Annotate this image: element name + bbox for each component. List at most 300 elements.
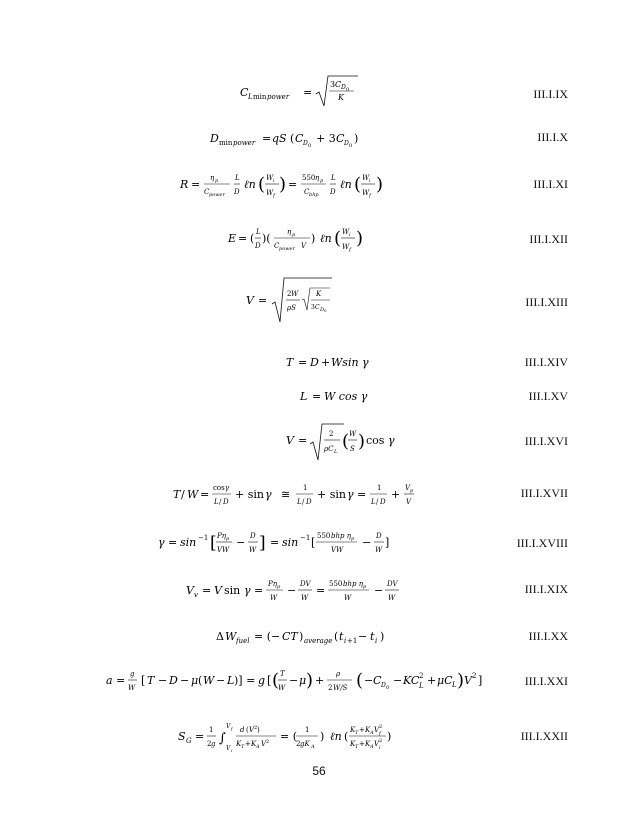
svg-text:γ: γ <box>158 536 165 549</box>
equation-velocity <box>286 420 406 464</box>
svg-text:(: ( <box>342 431 350 452</box>
svg-text:(: ( <box>246 726 249 734</box>
svg-text:=: = <box>312 390 322 403</box>
equation-label-c-l-min-power: III.I.IX <box>533 87 568 101</box>
svg-text:): ) <box>311 232 316 245</box>
svg-text:2: 2 <box>329 430 334 438</box>
svg-text:T: T <box>355 744 359 750</box>
svg-text:D: D <box>330 188 336 196</box>
svg-text:L: L <box>300 390 308 403</box>
svg-text:D: D <box>223 498 229 506</box>
svg-text:K: K <box>316 290 322 298</box>
equation-label-ground-roll: III.I.XXII <box>520 729 568 743</box>
svg-text:L: L <box>334 449 338 455</box>
svg-text:0: 0 <box>386 685 390 691</box>
svg-text:2: 2 <box>296 740 301 748</box>
svg-text:1: 1 <box>303 484 308 492</box>
svg-text:W: W <box>225 630 237 643</box>
svg-text:D: D <box>341 84 346 91</box>
svg-text:T: T <box>147 674 155 687</box>
svg-text:+: + <box>391 488 401 501</box>
svg-text:W: W <box>362 174 370 182</box>
svg-text:min: min <box>219 139 233 147</box>
svg-text:W: W <box>291 290 299 298</box>
svg-text:V: V <box>226 745 231 752</box>
svg-text:μ: μ <box>299 674 307 687</box>
svg-text:W: W <box>301 594 309 602</box>
svg-text:ℓn: ℓn <box>320 232 332 245</box>
svg-text:W: W <box>342 243 350 251</box>
svg-text:3: 3 <box>330 80 336 89</box>
equation-label-acceleration: III.I.XXI <box>524 674 568 688</box>
svg-text:+ sin: + sin <box>235 488 264 501</box>
svg-text:C: C <box>304 188 310 196</box>
svg-text:T: T <box>280 670 285 678</box>
svg-text:1: 1 <box>209 726 214 734</box>
svg-text:i: i <box>231 748 233 753</box>
svg-text:p: p <box>351 536 355 542</box>
svg-text:μ: μ <box>191 674 199 687</box>
svg-text:p: p <box>226 536 230 542</box>
svg-text:T: T <box>286 356 294 369</box>
svg-text:/: / <box>219 498 222 506</box>
svg-text:power: power <box>209 192 225 198</box>
equation-label-thrust: III.I.XIV <box>524 355 568 369</box>
svg-text:p: p <box>320 178 324 184</box>
svg-text:ρS: ρS <box>287 304 296 312</box>
svg-text:(: ( <box>290 132 295 145</box>
svg-text:f: f <box>349 247 351 253</box>
svg-text:[: [ <box>311 536 316 549</box>
svg-text:average: average <box>304 637 333 645</box>
svg-text:T: T <box>241 744 245 750</box>
svg-text:cos: cos <box>366 434 385 447</box>
svg-text:+ sin: + sin <box>317 488 346 501</box>
svg-text:p: p <box>277 584 281 590</box>
svg-text:L: L <box>331 174 336 182</box>
svg-text:K: K <box>365 740 371 748</box>
svg-text:p: p <box>410 488 414 494</box>
svg-text:A: A <box>256 744 260 750</box>
svg-text:p: p <box>215 178 219 184</box>
svg-text:=: = <box>258 294 268 307</box>
svg-text:(: ( <box>272 670 280 691</box>
svg-text:2: 2 <box>254 725 258 731</box>
svg-text:[: [ <box>210 533 217 553</box>
svg-text:a: a <box>106 674 113 687</box>
svg-text:ρ: ρ <box>336 670 341 678</box>
svg-text:A: A <box>370 730 374 736</box>
svg-text:): ) <box>358 431 366 452</box>
equation-fuel-weight <box>216 616 406 656</box>
svg-text:2: 2 <box>472 672 477 680</box>
svg-text:1: 1 <box>305 726 310 734</box>
svg-text:γ: γ <box>347 488 354 501</box>
svg-text:−: − <box>362 536 372 549</box>
svg-text:=: = <box>298 434 308 447</box>
svg-text:C: C <box>315 304 320 311</box>
svg-text:D: D <box>320 307 325 313</box>
svg-text:power: power <box>233 139 256 147</box>
svg-text:R: R <box>180 178 189 191</box>
svg-text:2: 2 <box>419 672 424 680</box>
svg-text:=: = <box>191 178 201 191</box>
svg-text:550: 550 <box>317 532 331 540</box>
svg-text:A: A <box>370 744 374 750</box>
svg-text:V: V <box>464 674 472 687</box>
svg-text:V: V <box>301 242 307 250</box>
svg-text:sin: sin <box>282 536 299 549</box>
svg-text:): ) <box>306 670 314 691</box>
svg-text:V: V <box>214 584 222 597</box>
svg-text:2: 2 <box>207 740 212 748</box>
svg-text:W: W <box>266 174 274 182</box>
svg-text:=: = <box>303 86 313 99</box>
svg-text:=: = <box>270 536 280 549</box>
svg-text:V: V <box>226 723 231 730</box>
svg-text:W cos γ: W cos γ <box>324 390 368 403</box>
svg-text:γ: γ <box>244 584 251 597</box>
equation-acceleration <box>106 660 496 700</box>
svg-text:ℓn: ℓn <box>330 730 342 743</box>
svg-text:−: − <box>180 674 190 687</box>
svg-text:(: ( <box>354 174 362 195</box>
svg-text:=: = <box>200 488 210 501</box>
equation-c-l-min-power <box>240 70 370 110</box>
equation-label-range: III.I.XI <box>533 177 568 191</box>
svg-text:VW: VW <box>217 546 230 554</box>
svg-text:η: η <box>287 228 292 236</box>
svg-text:bhp: bhp <box>309 192 319 198</box>
equation-d-min-power <box>210 118 390 158</box>
svg-text:/: / <box>181 488 185 501</box>
svg-text:Pη: Pη <box>217 532 226 540</box>
equation-label-velocity: III.I.XVI <box>524 434 568 448</box>
svg-text:i: i <box>369 178 371 184</box>
svg-text:(: ( <box>356 670 364 691</box>
svg-text:−: − <box>358 630 368 643</box>
svg-text:p: p <box>292 232 296 238</box>
svg-text:K: K <box>251 740 257 748</box>
svg-text:C: C <box>295 132 304 145</box>
svg-text:+: + <box>245 740 251 748</box>
svg-text:Δ: Δ <box>216 630 224 643</box>
svg-text:D: D <box>376 532 382 540</box>
svg-text:DV: DV <box>387 580 398 588</box>
svg-text:f: f <box>369 193 371 199</box>
svg-text:ρC: ρC <box>324 445 334 453</box>
svg-text:+: + <box>315 674 325 687</box>
equation-label-velocity-min-power: III.I.XIII <box>525 295 568 309</box>
svg-text:(: ( <box>334 630 339 643</box>
svg-text:[: [ <box>267 674 272 687</box>
svg-text:power: power <box>279 246 295 252</box>
svg-text:=: = <box>238 232 248 245</box>
svg-text:= (: = ( <box>280 730 298 743</box>
svg-text:=: = <box>288 178 298 191</box>
svg-text:Wsin γ: Wsin γ <box>331 356 369 369</box>
svg-text:=: = <box>116 674 126 687</box>
svg-text:W: W <box>388 594 396 602</box>
svg-text:T: T <box>355 730 359 736</box>
equation-thrust-weight <box>173 474 433 514</box>
svg-text:V: V <box>405 484 411 492</box>
svg-text:V: V <box>374 726 380 734</box>
svg-text:D: D <box>250 532 256 540</box>
svg-text:W: W <box>278 684 286 692</box>
svg-text:d: d <box>240 726 245 734</box>
svg-text:∫: ∫ <box>219 731 226 746</box>
svg-text:): ) <box>257 726 260 734</box>
svg-text:g: g <box>258 674 266 687</box>
svg-text:2: 2 <box>328 684 333 692</box>
svg-text:G: G <box>186 737 192 745</box>
svg-text:L: L <box>256 228 261 236</box>
svg-text:v: v <box>194 591 198 599</box>
svg-text:=: = <box>195 730 205 743</box>
svg-text:W: W <box>187 488 199 501</box>
svg-text:−1: −1 <box>300 534 311 542</box>
svg-text:W: W <box>249 546 257 554</box>
svg-text:i: i <box>379 745 381 751</box>
svg-text:0: 0 <box>308 143 312 149</box>
svg-text:g: g <box>211 740 216 748</box>
svg-text:1: 1 <box>377 484 382 492</box>
svg-text:]: ] <box>259 533 266 553</box>
svg-text:): ) <box>376 174 384 195</box>
svg-text:−: − <box>158 674 168 687</box>
svg-text:(: ( <box>198 674 203 687</box>
svg-text:W: W <box>362 189 370 197</box>
svg-text:550: 550 <box>302 174 316 182</box>
svg-text:W/S: W/S <box>333 684 348 692</box>
svg-text:W: W <box>266 189 274 197</box>
svg-text:gK: gK <box>300 740 310 748</box>
svg-text:]: ] <box>478 674 483 687</box>
svg-text:D: D <box>381 682 386 689</box>
svg-text:V: V <box>186 584 194 597</box>
svg-text:i: i <box>344 637 347 645</box>
svg-text:+ 3: + 3 <box>316 132 336 145</box>
svg-text:≅: ≅ <box>281 488 291 501</box>
svg-text:−: − <box>287 584 297 597</box>
svg-text:=: = <box>316 584 326 597</box>
svg-text:)] =: )] = <box>234 674 256 687</box>
equation-climb-rate <box>186 570 416 610</box>
svg-text:CT: CT <box>282 630 298 643</box>
svg-text:i: i <box>273 178 275 184</box>
svg-text:(: ( <box>258 174 266 195</box>
svg-text:=: = <box>298 356 308 369</box>
svg-text:C: C <box>274 242 280 250</box>
svg-text:C: C <box>336 132 345 145</box>
svg-text:−: − <box>374 584 384 597</box>
svg-text:D: D <box>310 356 319 369</box>
svg-text:C: C <box>373 674 382 687</box>
svg-text:p: p <box>363 584 367 590</box>
svg-text:+: + <box>359 726 365 734</box>
svg-text:S: S <box>350 445 355 453</box>
svg-text:D: D <box>380 498 386 506</box>
equation-velocity-min-power <box>246 274 346 330</box>
svg-text:L: L <box>214 498 219 506</box>
svg-text:)(: )( <box>262 232 271 245</box>
svg-text:f: f <box>379 731 381 737</box>
svg-text:−: − <box>393 674 403 687</box>
svg-text:=: = <box>262 132 272 145</box>
svg-text:): ) <box>320 730 325 743</box>
svg-text:Pη: Pη <box>268 580 277 588</box>
svg-text:0: 0 <box>346 87 350 93</box>
svg-text:=: = <box>254 584 264 597</box>
svg-text:3: 3 <box>311 304 315 311</box>
svg-text:D: D <box>255 242 261 250</box>
svg-text:+1: +1 <box>347 637 358 645</box>
svg-text:C: C <box>204 188 210 196</box>
svg-text:W: W <box>342 228 350 236</box>
equation-climb-angle <box>158 522 448 562</box>
svg-text:V: V <box>286 434 294 447</box>
svg-text:f: f <box>273 193 275 199</box>
equation-label-d-min-power: III.I.X <box>537 130 568 144</box>
svg-text:L: L <box>371 498 376 506</box>
svg-text:+: + <box>321 356 331 369</box>
svg-text:K: K <box>338 93 344 102</box>
svg-text:0: 0 <box>349 143 353 149</box>
svg-text:KC: KC <box>403 674 420 687</box>
svg-text:): ) <box>387 730 392 743</box>
svg-text:sin: sin <box>180 536 197 549</box>
svg-text:sin: sin <box>224 584 241 597</box>
svg-text:2: 2 <box>379 738 383 744</box>
svg-text:C: C <box>240 86 249 99</box>
svg-text:W: W <box>375 546 383 554</box>
svg-text:S: S <box>178 730 186 743</box>
svg-text:γ: γ <box>388 434 395 447</box>
svg-text:/: / <box>376 498 379 506</box>
svg-text:W: W <box>344 594 352 602</box>
svg-text:): ) <box>354 132 359 145</box>
equation-label-climb-angle: III.I.XVIII <box>516 536 568 550</box>
svg-text:+: + <box>427 674 437 687</box>
svg-text:VW: VW <box>331 546 344 554</box>
svg-text:T: T <box>173 488 181 501</box>
svg-text:ℓn: ℓn <box>244 178 256 191</box>
svg-text:C: C <box>335 80 342 89</box>
svg-text:DV: DV <box>300 580 311 588</box>
svg-text:L: L <box>297 498 302 506</box>
svg-text:550: 550 <box>329 580 343 588</box>
svg-text:g: g <box>130 670 135 678</box>
svg-text:bhp η: bhp η <box>343 580 363 588</box>
svg-text:D: D <box>306 498 312 506</box>
svg-text:D: D <box>344 140 349 147</box>
svg-text:(: ( <box>250 232 255 245</box>
equation-label-endurance: III.I.XII <box>529 232 568 246</box>
svg-text:0: 0 <box>324 308 327 313</box>
svg-text:t: t <box>370 630 375 643</box>
svg-text:qS: qS <box>272 132 287 145</box>
equation-ground-roll <box>178 714 428 758</box>
svg-text:2: 2 <box>266 739 270 745</box>
svg-text:= (−: = (− <box>254 630 281 643</box>
svg-text:): ) <box>356 228 364 249</box>
svg-text:): ) <box>299 630 304 643</box>
svg-text:power: power <box>267 93 290 101</box>
svg-text:γ: γ <box>265 488 272 501</box>
equation-endurance <box>228 218 378 258</box>
svg-text:(: ( <box>334 228 342 249</box>
svg-text:min: min <box>253 93 267 101</box>
svg-text:V: V <box>246 294 254 307</box>
svg-text:−: − <box>364 674 374 687</box>
svg-text:D: D <box>303 140 308 147</box>
svg-text:K: K <box>350 726 356 734</box>
svg-text:K: K <box>350 740 356 748</box>
svg-text:+: + <box>359 740 365 748</box>
svg-text:]: ] <box>385 536 390 549</box>
svg-text:η: η <box>315 174 320 182</box>
svg-text:): ) <box>380 630 385 643</box>
svg-text:/: / <box>302 498 305 506</box>
svg-text:[: [ <box>141 674 146 687</box>
svg-text:V: V <box>261 740 267 748</box>
svg-text:L: L <box>452 681 457 689</box>
svg-text:W: W <box>270 594 278 602</box>
svg-text:t: t <box>339 630 344 643</box>
svg-text:−: − <box>289 674 299 687</box>
svg-text:cos: cos <box>213 484 225 492</box>
svg-text:L: L <box>248 93 253 101</box>
svg-text:μC: μC <box>437 674 453 687</box>
svg-text:−1: −1 <box>198 534 209 542</box>
svg-text:η: η <box>210 174 215 182</box>
svg-text:=: = <box>168 536 178 549</box>
svg-text:D: D <box>169 674 178 687</box>
svg-text:i: i <box>349 232 351 238</box>
svg-text:fuel: fuel <box>236 637 250 645</box>
equation-label-thrust-weight: III.I.XVII <box>520 486 568 500</box>
equation-range <box>180 164 400 204</box>
svg-text:=: = <box>202 584 212 597</box>
svg-text:K: K <box>236 740 242 748</box>
svg-text:ℓn: ℓn <box>340 178 352 191</box>
svg-text:): ) <box>279 174 287 195</box>
equation-label-lift: III.I.XV <box>528 389 568 403</box>
equation-lift <box>300 376 400 416</box>
svg-text:L: L <box>235 174 240 182</box>
equation-label-climb-rate: III.I.XIX <box>524 582 568 596</box>
svg-text:−: − <box>216 674 226 687</box>
svg-text:=: = <box>357 488 367 501</box>
svg-text:A: A <box>311 744 315 750</box>
svg-text:V: V <box>374 740 380 748</box>
svg-text:bhp η: bhp η <box>331 532 351 540</box>
svg-text:D: D <box>234 188 240 196</box>
page-number: 56 <box>312 764 326 778</box>
svg-text:W: W <box>203 674 215 687</box>
equation-label-fuel-weight: III.I.XX <box>528 629 568 643</box>
svg-text:): ) <box>457 670 465 691</box>
svg-text:L: L <box>227 674 235 687</box>
svg-text:W: W <box>349 430 357 438</box>
svg-text:(: ( <box>344 730 349 743</box>
svg-text:γ: γ <box>225 484 230 492</box>
svg-text:V: V <box>249 726 255 734</box>
svg-text:W: W <box>128 684 136 692</box>
svg-text:2: 2 <box>379 724 383 730</box>
svg-text:E: E <box>228 232 237 245</box>
